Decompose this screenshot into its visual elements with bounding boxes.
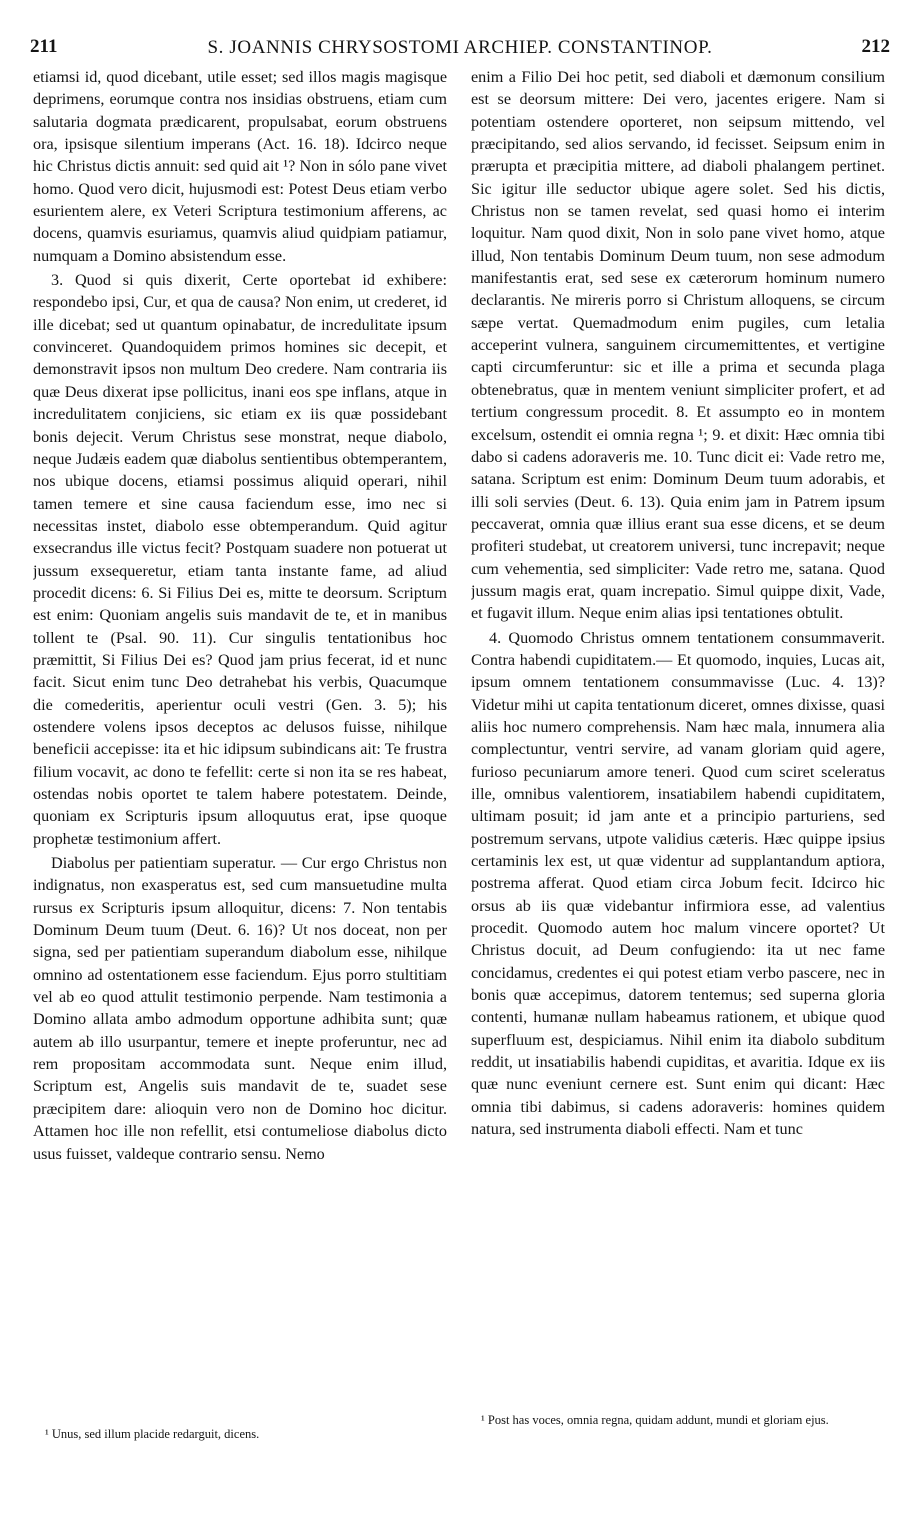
paragraph: 3. Quod si quis dixerit, Certe oportebat id exhibere: respondebo ipsi, Cur, et qua de causa? Non enim, ut crederet, id ille dicebat; sed ut quantum opinabatur, de incredulitate ipsum convinceret. Quandoquidem primos homines sic decepit, et demonstravit ipsos non multum Deo credere. Nam contraria iis quæ Deus dixerat ipse pollicitus, inani eos spe inflans, atque in incredulitatem conjiciens, sic etiam ex iis quæ possidebant bonis dejecit. Verum Christus sese monstrat, neque diabolo, neque Judæis eadem quæ diabolus sentientibus obtemperantem, nos ubique docens, etiamsi possimus aliquid operari, nihil tamen temere et sine causa faciendum esse, imo nec si necessitas instet, diabolo esse obtemperandum. Quid agitur exsecrandus ille victus fecit? Postquam suadere non potuerat ut jussum exsequeretur, etiam tanta instante fame, ad aliud procedit dicens: 6. Si Filius Dei es, mitte te deorsum. Scriptum est enim: Quoniam angelis suis mandavit de te, et in manibus tollent te (Psal. 90. 11). Cur singulis tentationibus hoc præmittit, Si Filius Dei es? Quod jam prius fecerat, id et nunc facit. Sicut enim tunc Deo detrahebat his verbis, Quacumque die comederitis, aperientur oculi vestri (Gen. 3. 5); his ostendere volens ipsos deceptos ac delusos fuisse, nihilque beneficii accepisse: ita et hic idipsum subindicans ait: Te frustra filium vocavit, ac dono te fefellit: certe si non ita se res habeat, ostendas nobis oportet te talem habere potestatem. Deinde, quoniam ex Scripturis ipsum alloquutus erat, ipse quoque prophetæ testimonium affert. <box>33 271 447 848</box>
paragraph: Diabolus per patientiam superatur. — Cur ergo Christus non indignatus, non exasperatus est, sed cum mansuetudine multa rursus ex Scripturis ipsum alloquitur, dicens: 7. Non tentabis Dominum Deum tuum (Deut. 6. 16)? Ut nos doceat, non per signa, sed per patientiam superandum diabolum esse, nihilque omnino ad ostentationem esse faciendum. Ejus porro stultitiam vel ab eo quod attulit testimonio perpende. Nam testimonia a Domino allata ambo admodum opportune adhibita sunt; quæ autem ab illo usurpantur, temere et inepte proferuntur, nec ad rem propositam accommodata sunt. Neque enim illud, Scriptum est, Angelis suis mandavit de te, suadet sese præcipitem dare: alioquin vero non de Domino hoc dicitur. Attamen hoc ille non refellit, etsi contumeliose diabolus dicto usus fuisset, valdeque contrario sensu. Nemo <box>33 854 447 1163</box>
page-number-right: 212 <box>861 36 890 57</box>
page-number-left: 211 <box>30 36 58 57</box>
footnote-right: ¹ Post has voces, omnia regna, quidam addunt, mundi et gloriam ejus. <box>481 1413 829 1427</box>
paragraph: enim a Filio Dei hoc petit, sed diaboli et dæmonum consilium est se deorsum mittere: Dei vero, jacentes erigere. Nam si potentiam ostendere oporteret, non seipsum mittendo, vel præcipitando, sed alios servando, id fecisset. Seipsum enim in prærupta et præcipitia mittere, ad diaboli phalangem pertinet. Sic igitur ille seductor ubique agere solet. Sed his dictis, Christus non se tamen revelat, sed quasi homo ei interim loquitur. Nam quod dixit, Non in solo pane vivet homo, atque illud, Non tentabis Dominum Deum tuum, non sese admodum manifestantis erat, sed sese ex cæterorum hominum numero declarantis. Ne mireris porro si Christum alloquens, se circum sæpe vertat. Quemadmodum enim pugiles, cum letalia acceperint vulnera, sanguinem circumemittentes, et vertigine capti circumferuntur: sic et ille a prima et secunda plaga obtenebratus, quæ in mentem veniunt simpliciter profert, et ad tertium congressum procedit. 8. Et assumpto eo in montem excelsum, ostendit ei omnia regna ¹; 9. et dixit: Hæc omnia tibi dabo si cadens adoraveris me. 10. Tunc dicit ei: Vade retro me, satana. Scriptum est enim: Dominum Deum tuum adorabis, et illi soli servies (Deut. 6. 13). Quia enim jam in Patrem ipsum peccaverat, omnia quæ illius erant sua esse dicens, et se deum profiteri studebat, ut creatorem universi, tunc increpavit; neque cum vehementia, sed simpliciter: Vade retro me, satana. Quod jussum magis erat, quam increpatio. Simul quippe dixit, Vade, et fugavit illum. Neque enim alias ipsi tentationes obtulit. <box>471 68 885 623</box>
running-header <box>30 36 890 62</box>
paragraph: 4. Quomodo Christus omnem tentationem consummaverit. Contra habendi cupiditatem.— Et quomodo, inquies, Lucas ait, ipsum omnem tentationem consummavisse (Luc. 4. 13)? Videtur mihi ut capita tentationum diceret, omnes dixisse, quasi aliis hoc numero comprehensis. Nam hæc mala, innumera alia complectuntur, ventri servire, ad vanam gloriam quid agere, furioso pecuniarum amore teneri. Quod cum sciret sceleratus ille, omnibus valentiorem, insatiabilem habendi cupiditatem, ultimam posuit; id jam ante et a principio parturiens, sed postremum servans, utpote validius cæteris. Hæc quippe ipsius certaminis lex est, ut quæ videntur ad supplantandum aptiora, postrema afferat. Quod etiam circa Jobum fecit. Idcirco hic orsus ab iis quæ videbantur infirmiora esse, ad valentius procedit. Quomodo autem hoc malum vincere oportet? Ut Christus docuit, ad Deum confugiendo: ita ut nec fame concidamus, credentes ei qui potest etiam verbo pascere, nec in bonis quæ accepimus, datorem tentemus; sed superna gloria contenti, humanæ nullam habeamus rationem, et ubique quod superfluum est, despiciamus. Nihil enim ita diabolo subditum reddit, ut insatiabilis habendi cupiditas, et avaritia. Idque ex iis quæ nunc eveniunt cernere est. Sunt enim qui dicant: Hæc omnia tibi dabimus, si cadens adoraveris: homines quidem natura, sed instrumenta diaboli effecti. Nam et tunc <box>471 628 885 1139</box>
left-column <box>33 66 447 1408</box>
right-column <box>471 66 885 1408</box>
footnote-left: ¹ Unus, sed illum placide redarguit, dicens. <box>45 1427 260 1441</box>
running-title: S. JOANNIS CHRYSOSTOMI ARCHIEP. CONSTANTINOP. <box>207 37 713 58</box>
paragraph: etiamsi id, quod dicebant, utile esset; sed illos magis magisque deprimens, eorumque contra nos insidias obstruens, etiam cum salutaria dogmata prædicarent, propulsabat, eorum obstruens ora, ipsisque silentium imperans (Act. 16. 18). Idcirco neque hic Christus dictis annuit: sed quid ait ¹? Non in sólo pane vivet homo. Quod vero dicit, hujusmodi est: Potest Deus etiam verbo esurientem alere, ex Veteri Scriptura testimonium afferens, ac docens, quamvis esuriamus, quamvis aliud quidpiam patiamur, numquam a Domino absistendum esse. <box>33 68 447 265</box>
